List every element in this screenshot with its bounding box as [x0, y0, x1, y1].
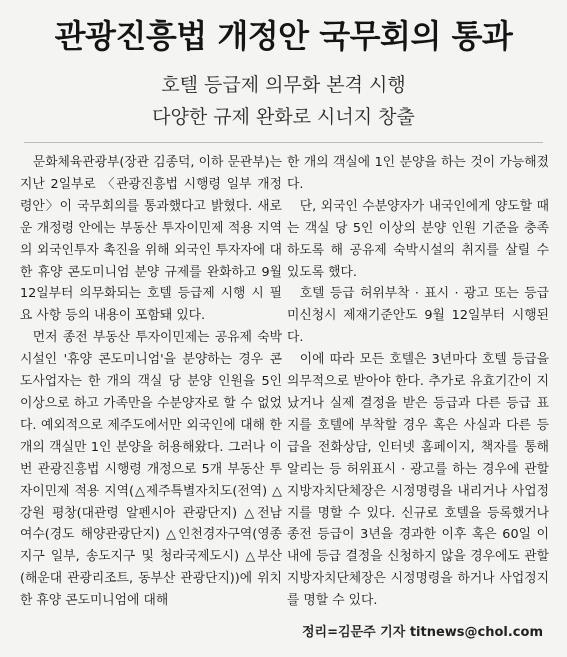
article-paragraph-continued: 한 개의 객실에 1인 분양을 하는 것이 가능해졌다.	[287, 155, 549, 192]
article-paragraph: 먼저 종전 부동산 투자이민제는 공유제 숙박시설인 '휴양 콘도미니엄'을 분양하는 경우 콘도사업자는 한 개의 객실 당 분양 인원을 5인 이상으로 하고 가족만을 수분양자로 할 수 없었다. 예외적으로 제주도에서만 외국인에 대해 한 개의 객실만 1인 분양을 허용해왔다. 그러나 이번 관광진흥법 시행령 개정으로 5개 부동산 투자이민제 적용 지역(△제주특별자치도(전역) △강원 평창(대관령 알펜시아 관광단지) △전남 여수(경도 해양관광단지) △인천경자구역(영종지구 일부, 송도지구 및 청라국제도시) △부산(해운대 관광리조트, 동부산 관광단지))에 위치한 휴양 콘도미니엄에 대해	[20, 330, 282, 609]
subhead-2: 다양한 규제 완화로 시너지 창출	[152, 106, 415, 128]
article-paragraph: 단, 외국인 수분양자가 내국인에게 양도할 때는 객실 당 5인 이상의 분양 인원 기준을 충족하도록 해 공유제 숙박시설의 취지를 살릴 수 있도록 했다.	[287, 198, 549, 280]
header-rule	[24, 142, 543, 143]
article-paragraph: 호텔 등급 허위부착 · 표시 · 광고 또는 등급 미신청시 제재기준안도 9월 12일부터 시행된다.	[287, 286, 549, 346]
article-column-right	[287, 152, 549, 612]
article-column-left	[20, 152, 282, 612]
subhead-1: 호텔 등급제 의무화 본격 시행	[161, 74, 406, 96]
article-paragraph: 이에 따라 모든 호텔은 3년마다 호텔 등급을 의무적으로 받아야 한다. 추가로 유효기간이 지났거나 실제 결정을 받은 등급과 다른 등급 표지를 호텔에 부착할 경우 혹은 사실과 다른 등급을 전화상담, 인터넷 홈페이지, 책자를 통해 알리는 등 허위표시 · 광고를 하는 경우에 관할 지방자치단체장은 시정명령을 내리거나 사업정지를 명할 수 있다. 신규로 호텔을 등록했거나 종전 등급이 3년을 경과한 이후 혹은 60일 이내에 등급 결정을 신청하지 않을 경우에도 관할 지방자치단체장은 시정명령을 하거나 사업정지를 명할 수 있다.	[287, 352, 549, 609]
article-paragraph: 문화체육관광부(장관 김종덕, 이하 문관부)는 지난 2일부로 〈관광진흥법 시행령 일부 개정령안〉이 국무회의를 통과했다고 밝혔다. 새로운 개정령 안에는 부동산 투자이민제 적용 지역의 외국인투자 촉진을 위해 외국인 투자자에 대한 휴양 콘도미니엄 분양 규제를 완화하고 9월 12일부터 의무화되는 호텔 등급제 시행 시 필요 사항 등의 내용이 포함돼 있다.	[20, 155, 282, 324]
headline: 관광진흥법 개정안 국무회의 통과	[54, 17, 513, 55]
byline: 정리=김문주 기자 titnews@chol.com	[301, 625, 543, 640]
